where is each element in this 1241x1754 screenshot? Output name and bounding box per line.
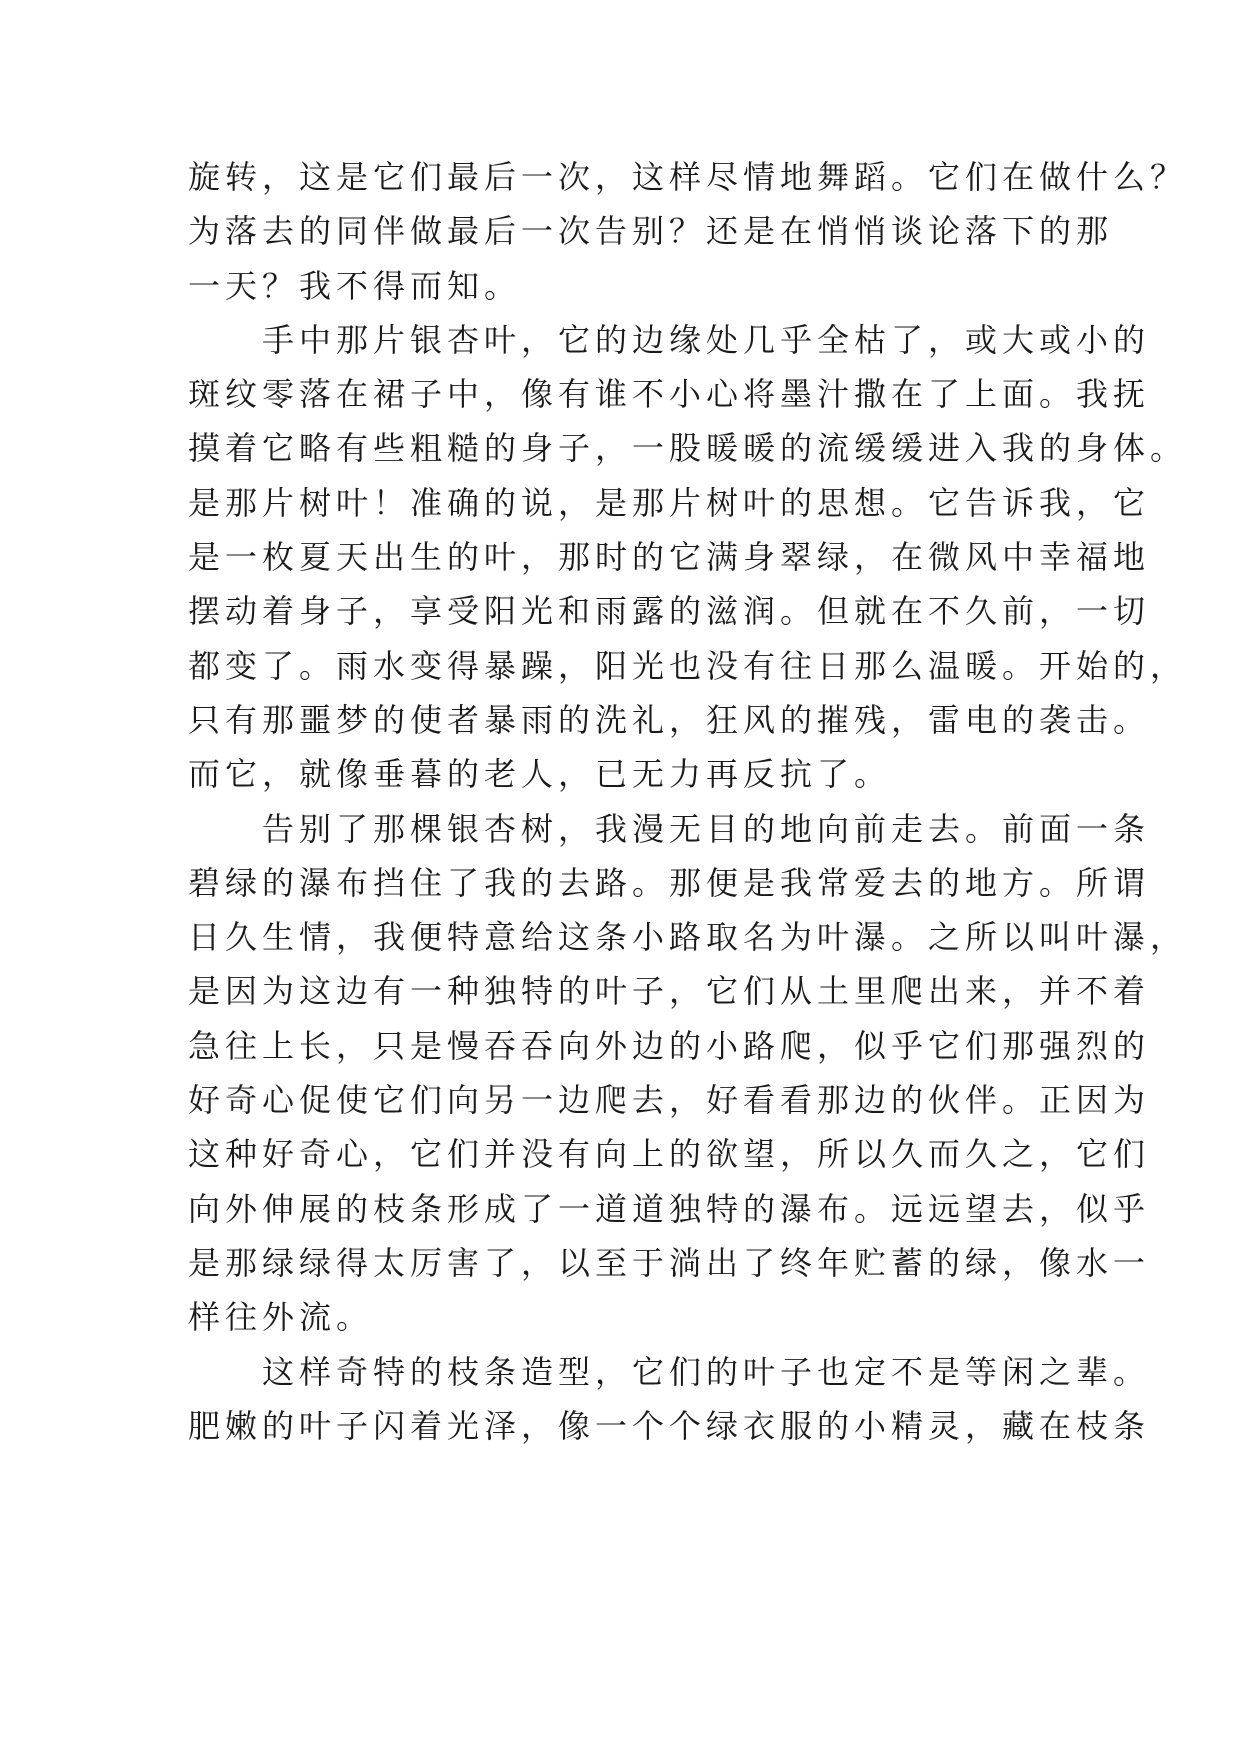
text-line: 都变了。雨水变得暴躁，阳光也没有往日那么温暖。开始的，: [188, 646, 1188, 685]
text-line: 急往上长，只是慢吞吞向外边的小路爬，似乎它们那强烈的: [188, 1026, 1151, 1065]
text-line: 摆动着身子，享受阳光和雨露的滋润。但就在不久前，一切: [188, 592, 1151, 631]
body-text: [188, 150, 1188, 1453]
text-line: 斑纹零落在裙子中，像有谁不小心将墨汁撒在了上面。我抚: [188, 375, 1151, 414]
text-line: 碧绿的瀑布挡住了我的去路。那便是我常爱去的地方。所谓: [188, 863, 1151, 902]
text-line: 这样奇特的枝条造型，它们的叶子也定不是等闲之辈。: [188, 1352, 1151, 1391]
text-line: 是那绿绿得太厉害了，以至于淌出了终年贮蓄的绿，像水一: [188, 1243, 1151, 1282]
text-line: 好奇心促使它们向另一边爬去，好看看那边的伙伴。正因为: [188, 1081, 1151, 1120]
text-line: 样往外流。: [188, 1298, 374, 1337]
text-line: 旋转，这是它们最后一次，这样尽情地舞蹈。它们在做什么？: [188, 158, 1188, 196]
text-line: 而它，就像垂暮的老人，已无力再反抗了。: [188, 755, 892, 794]
text-line: 摸着它略有些粗糙的身子，一股暖暖的流缓缓进入我的身体。: [188, 429, 1188, 468]
text-line: 为落去的同伴做最后一次告别？还是在悄悄谈论落下的那: [188, 212, 1114, 251]
text-line: 这种好奇心，它们并没有向上的欲望，所以久而久之，它们: [188, 1135, 1151, 1174]
text-line: 一天？我不得而知。: [188, 266, 522, 305]
text-line: 只有那噩梦的使者暴雨的洗礼，狂风的摧残，雷电的袭击。: [188, 700, 1151, 739]
text-line: 是一枚夏天出生的叶，那时的它满身翠绿，在微风中幸福地: [188, 538, 1151, 577]
text-line: 手中那片银杏叶，它的边缘处几乎全枯了，或大或小的: [188, 320, 1151, 359]
text-line: 肥嫩的叶子闪着光泽，像一个个绿衣服的小精灵，藏在枝条: [188, 1406, 1151, 1445]
text-line: 是因为这边有一种独特的叶子，它们从土里爬出来，并不着: [188, 972, 1151, 1011]
text-line: 向外伸展的枝条形成了一道道独特的瀑布。远远望去，似乎: [188, 1189, 1151, 1228]
text-line: 告别了那棵银杏树，我漫无目的地向前走去。前面一条: [188, 809, 1151, 848]
text-line: 是那片树叶！准确的说，是那片树叶的思想。它告诉我，它: [188, 483, 1151, 522]
text-line: 日久生情，我便特意给这条小路取名为叶瀑。之所以叫叶瀑，: [188, 918, 1188, 957]
